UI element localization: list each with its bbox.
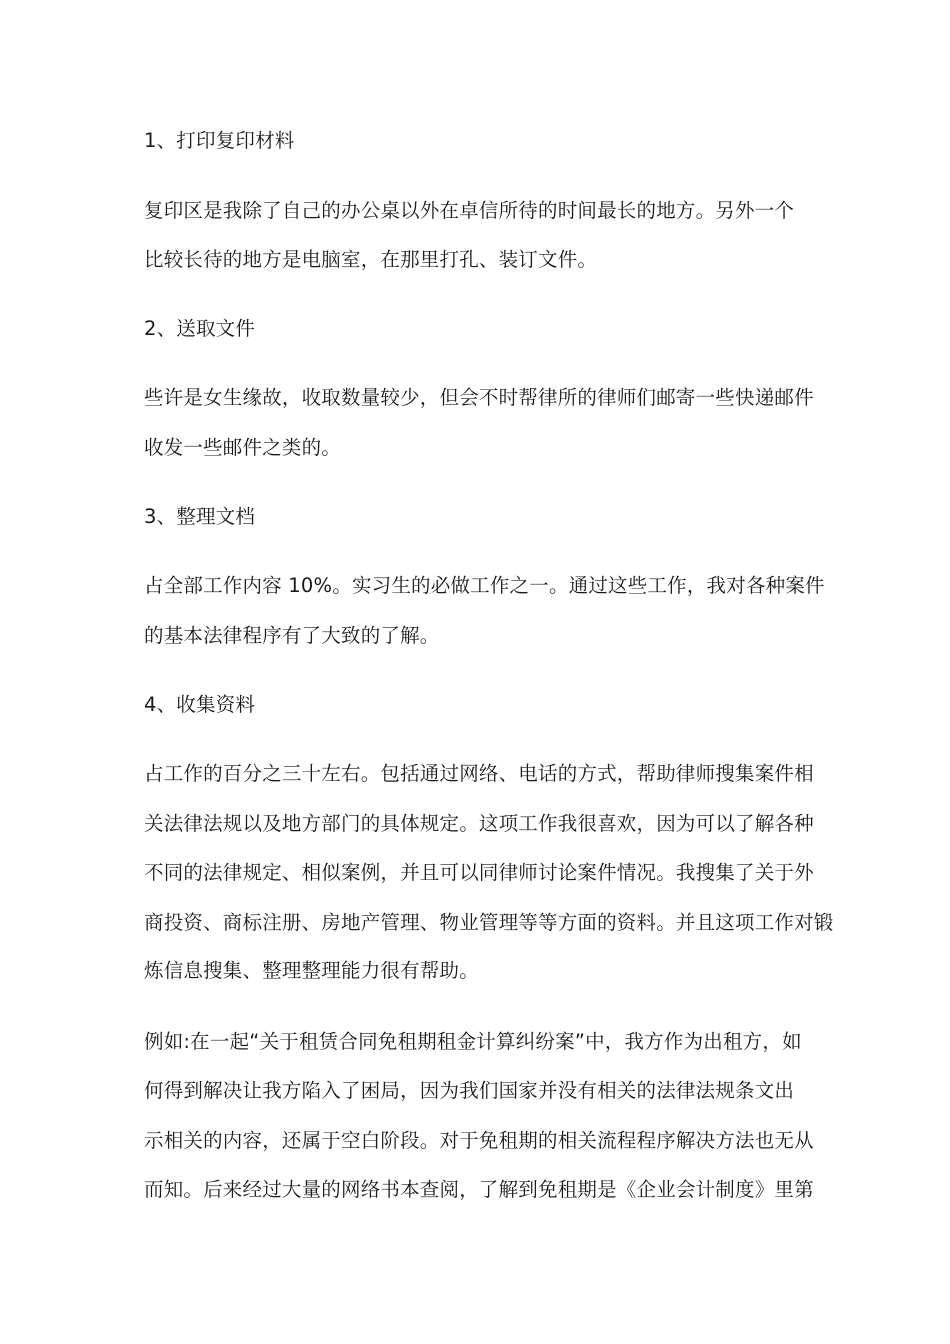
- paragraph-line: 商投资、商标注册、房地产管理、物业管理等等方面的资料。并且这项工作对锻: [144, 911, 834, 934]
- heading-collect-materials: 4、收集资料: [144, 693, 256, 716]
- heading-organize-documents: 3、整理文档: [144, 505, 256, 528]
- paragraph-line: 何得到解决让我方陷入了困局，因为我们国家并没有相关的法律法规条文出: [144, 1079, 795, 1102]
- heading-print-copy: 1、打印复印材料: [144, 129, 295, 152]
- paragraph-line: 占全部工作内容 10%。实习生的必做工作之一。通过这些工作，我对各种案件: [144, 574, 825, 597]
- paragraph-line: 些许是女生缘故，收取数量较少，但会不时帮律所的律师们邮寄一些快递邮件: [144, 386, 814, 409]
- paragraph-line: 占工作的百分之三十左右。包括通过网络、电话的方式，帮助律师搜集案件相: [144, 762, 814, 785]
- heading-deliver-documents: 2、送取文件: [144, 317, 256, 340]
- paragraph-line: 复印区是我除了自己的办公桌以外在卓信所待的时间最长的地方。另外一个: [144, 199, 795, 222]
- paragraph-line: 比较长待的地方是电脑室，在那里打孔、装订文件。: [144, 248, 598, 271]
- paragraph-line: 而知。后来经过大量的网络书本查阅，了解到免租期是《企业会计制度》里第: [144, 1178, 814, 1201]
- paragraph-line: 不同的法律规定、相似案例，并且可以同律师讨论案件情况。我搜集了关于外: [144, 861, 814, 884]
- paragraph-line: 的基本法律程序有了大致的了解。: [144, 624, 440, 647]
- paragraph-line: 例如:在一起“关于租赁合同免租期租金计算纠纷案”中，我方作为出租方，如: [144, 1030, 802, 1053]
- paragraph-line: 炼信息搜集、整理整理能力很有帮助。: [144, 959, 479, 982]
- paragraph-line: 示相关的内容，还属于空白阶段。对于免租期的相关流程程序解决方法也无从: [144, 1129, 814, 1152]
- paragraph-line: 收发一些邮件之类的。: [144, 436, 342, 459]
- paragraph-line: 关法律法规以及地方部门的具体规定。这项工作我很喜欢，因为可以了解各种: [144, 812, 814, 835]
